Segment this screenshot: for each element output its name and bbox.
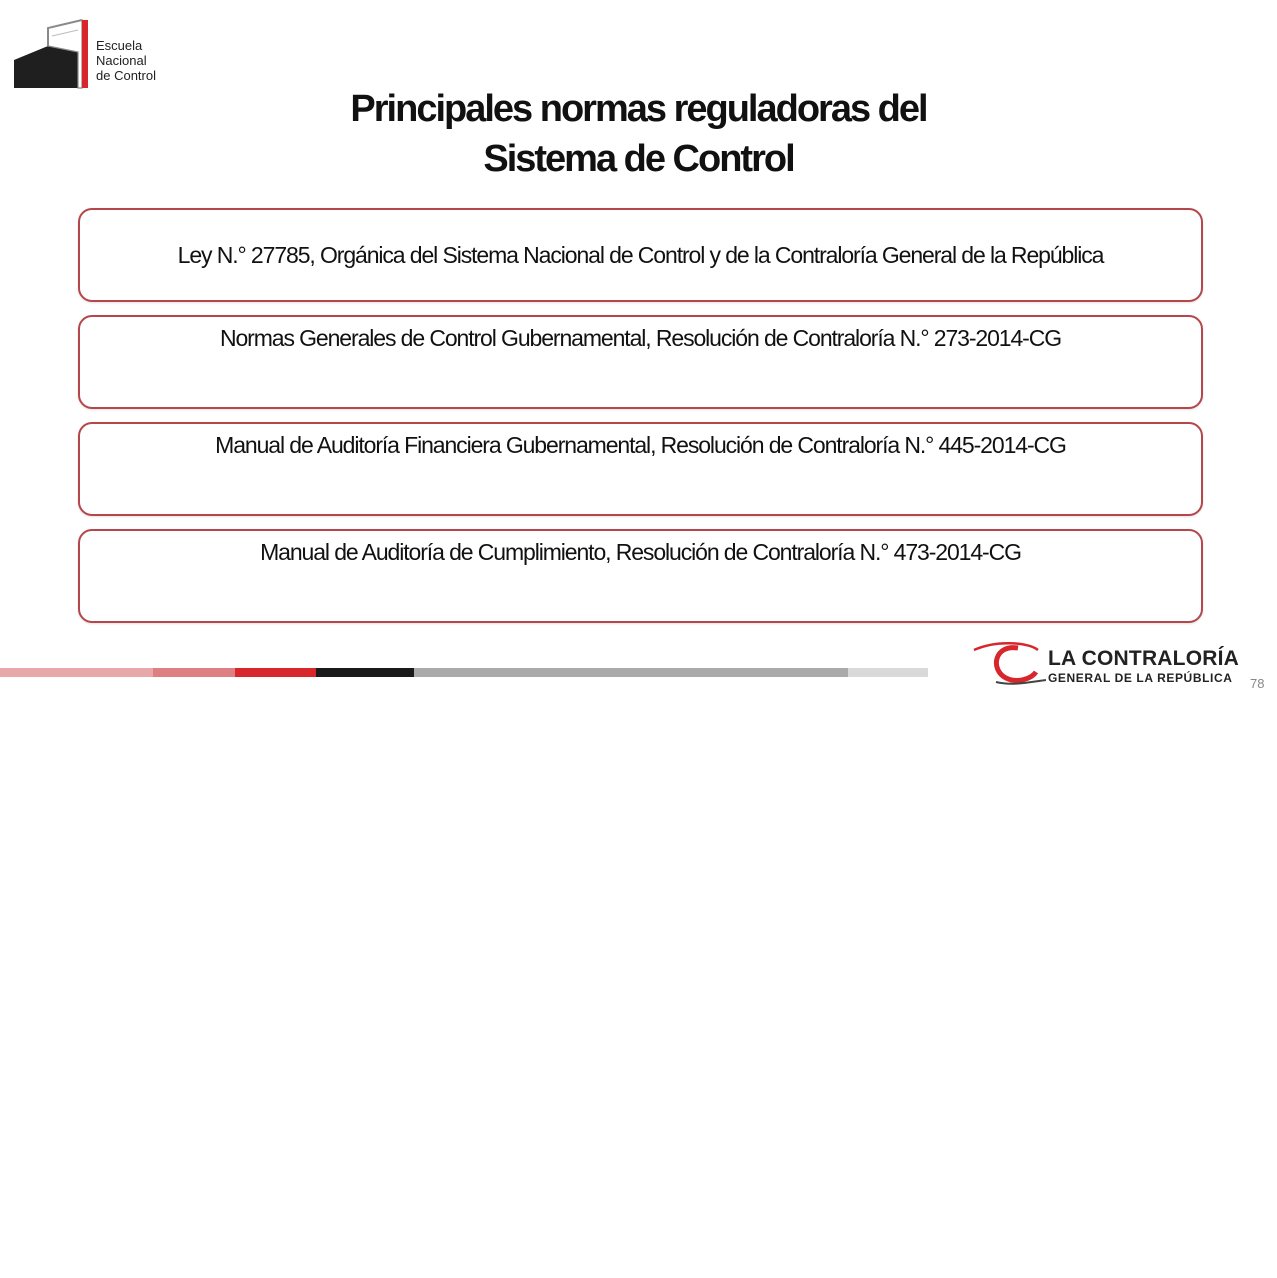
- contraloria-logo: [966, 636, 1251, 692]
- norm-card-ley-27785: Ley N.° 27785, Orgánica del Sistema Nacional de Control y de la Contraloría General de la República: [78, 208, 1203, 302]
- color-bar-segment: [235, 668, 316, 677]
- color-bar-segment: [848, 668, 928, 677]
- building-icon: [12, 18, 92, 90]
- color-bar-segment: [153, 668, 235, 677]
- norms-list: [78, 208, 1203, 636]
- color-bar-segment: [414, 668, 848, 677]
- contraloria-name: LA CONTRALORÍA: [1048, 647, 1240, 670]
- norm-card-normas-generales: Normas Generales de Control Gubernamental, Resolución de Contraloría N.° 273-2014-CG: [78, 315, 1203, 409]
- norm-card-manual-auditoria-cumplimiento: Manual de Auditoría de Cumplimiento, Resolución de Contraloría N.° 473-2014-CG: [78, 529, 1203, 623]
- page-title-line-1: Principales normas reguladoras del: [350, 88, 927, 130]
- footer-color-bar: [0, 668, 928, 677]
- norm-card-manual-auditoria-financiera: Manual de Auditoría Financiera Gubernamental, Resolución de Contraloría N.° 445-2014-CG: [78, 422, 1203, 516]
- page-title-line-2: Sistema de Control: [483, 138, 794, 180]
- page-number: 78: [1250, 676, 1265, 691]
- school-logo-line: de Control: [96, 68, 156, 83]
- color-bar-segment: [316, 668, 414, 677]
- school-logo-line: Nacional: [96, 53, 147, 68]
- school-logo-text: [96, 38, 156, 83]
- contraloria-subtitle: GENERAL DE LA REPÚBLICA: [1048, 671, 1233, 685]
- school-logo-line: Escuela: [96, 38, 143, 53]
- color-bar-segment: [0, 668, 153, 677]
- school-logo: [12, 18, 162, 90]
- contraloria-swoosh-icon: [966, 636, 1046, 692]
- page-title: [0, 84, 1277, 184]
